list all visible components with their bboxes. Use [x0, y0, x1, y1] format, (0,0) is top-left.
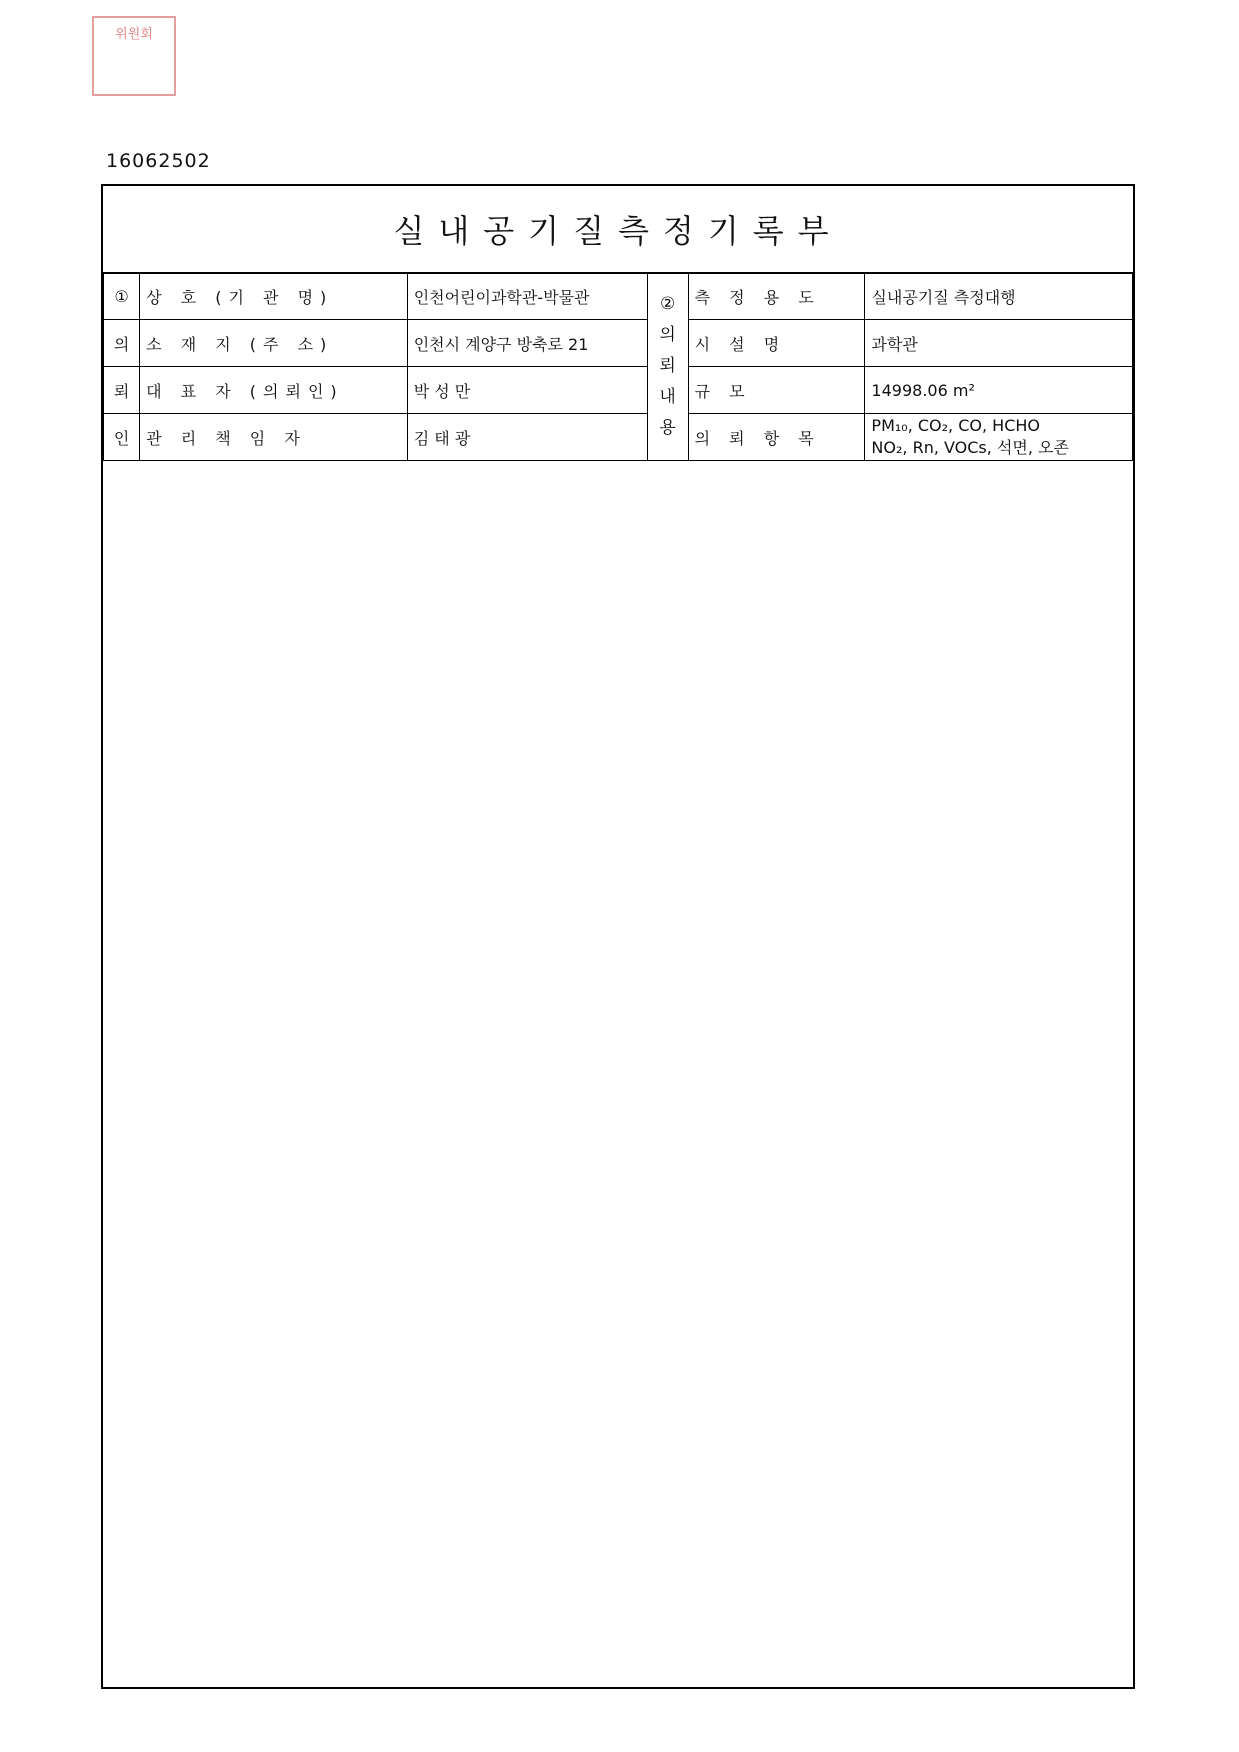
record-form — [101, 184, 1135, 1689]
requester-table: ① 상 호 (기 관 명) 인천어린이과학관-박물관 ② 의 뢰 내 용 측 정 용 도 실내공기질 측정대행 의 소 재 지 (주 소) 인천시 계양구 방축로 21 시 설 명 과학관 뢰 대 표 자 (의뢰인) 박 성 만 규 모 14998.06 m² 인 관 리 책 임 자 김 태 광 의 뢰 항 목 PM₁₀, CO₂, CO, HCHO NO₂, Rn, VOCs, 석면, 오존 — [103, 272, 1133, 461]
approval-stamp: 위원회 — [92, 16, 176, 96]
document-number: 16062502 — [106, 150, 211, 172]
form-title: 실내공기질측정기록부 — [103, 186, 1133, 274]
